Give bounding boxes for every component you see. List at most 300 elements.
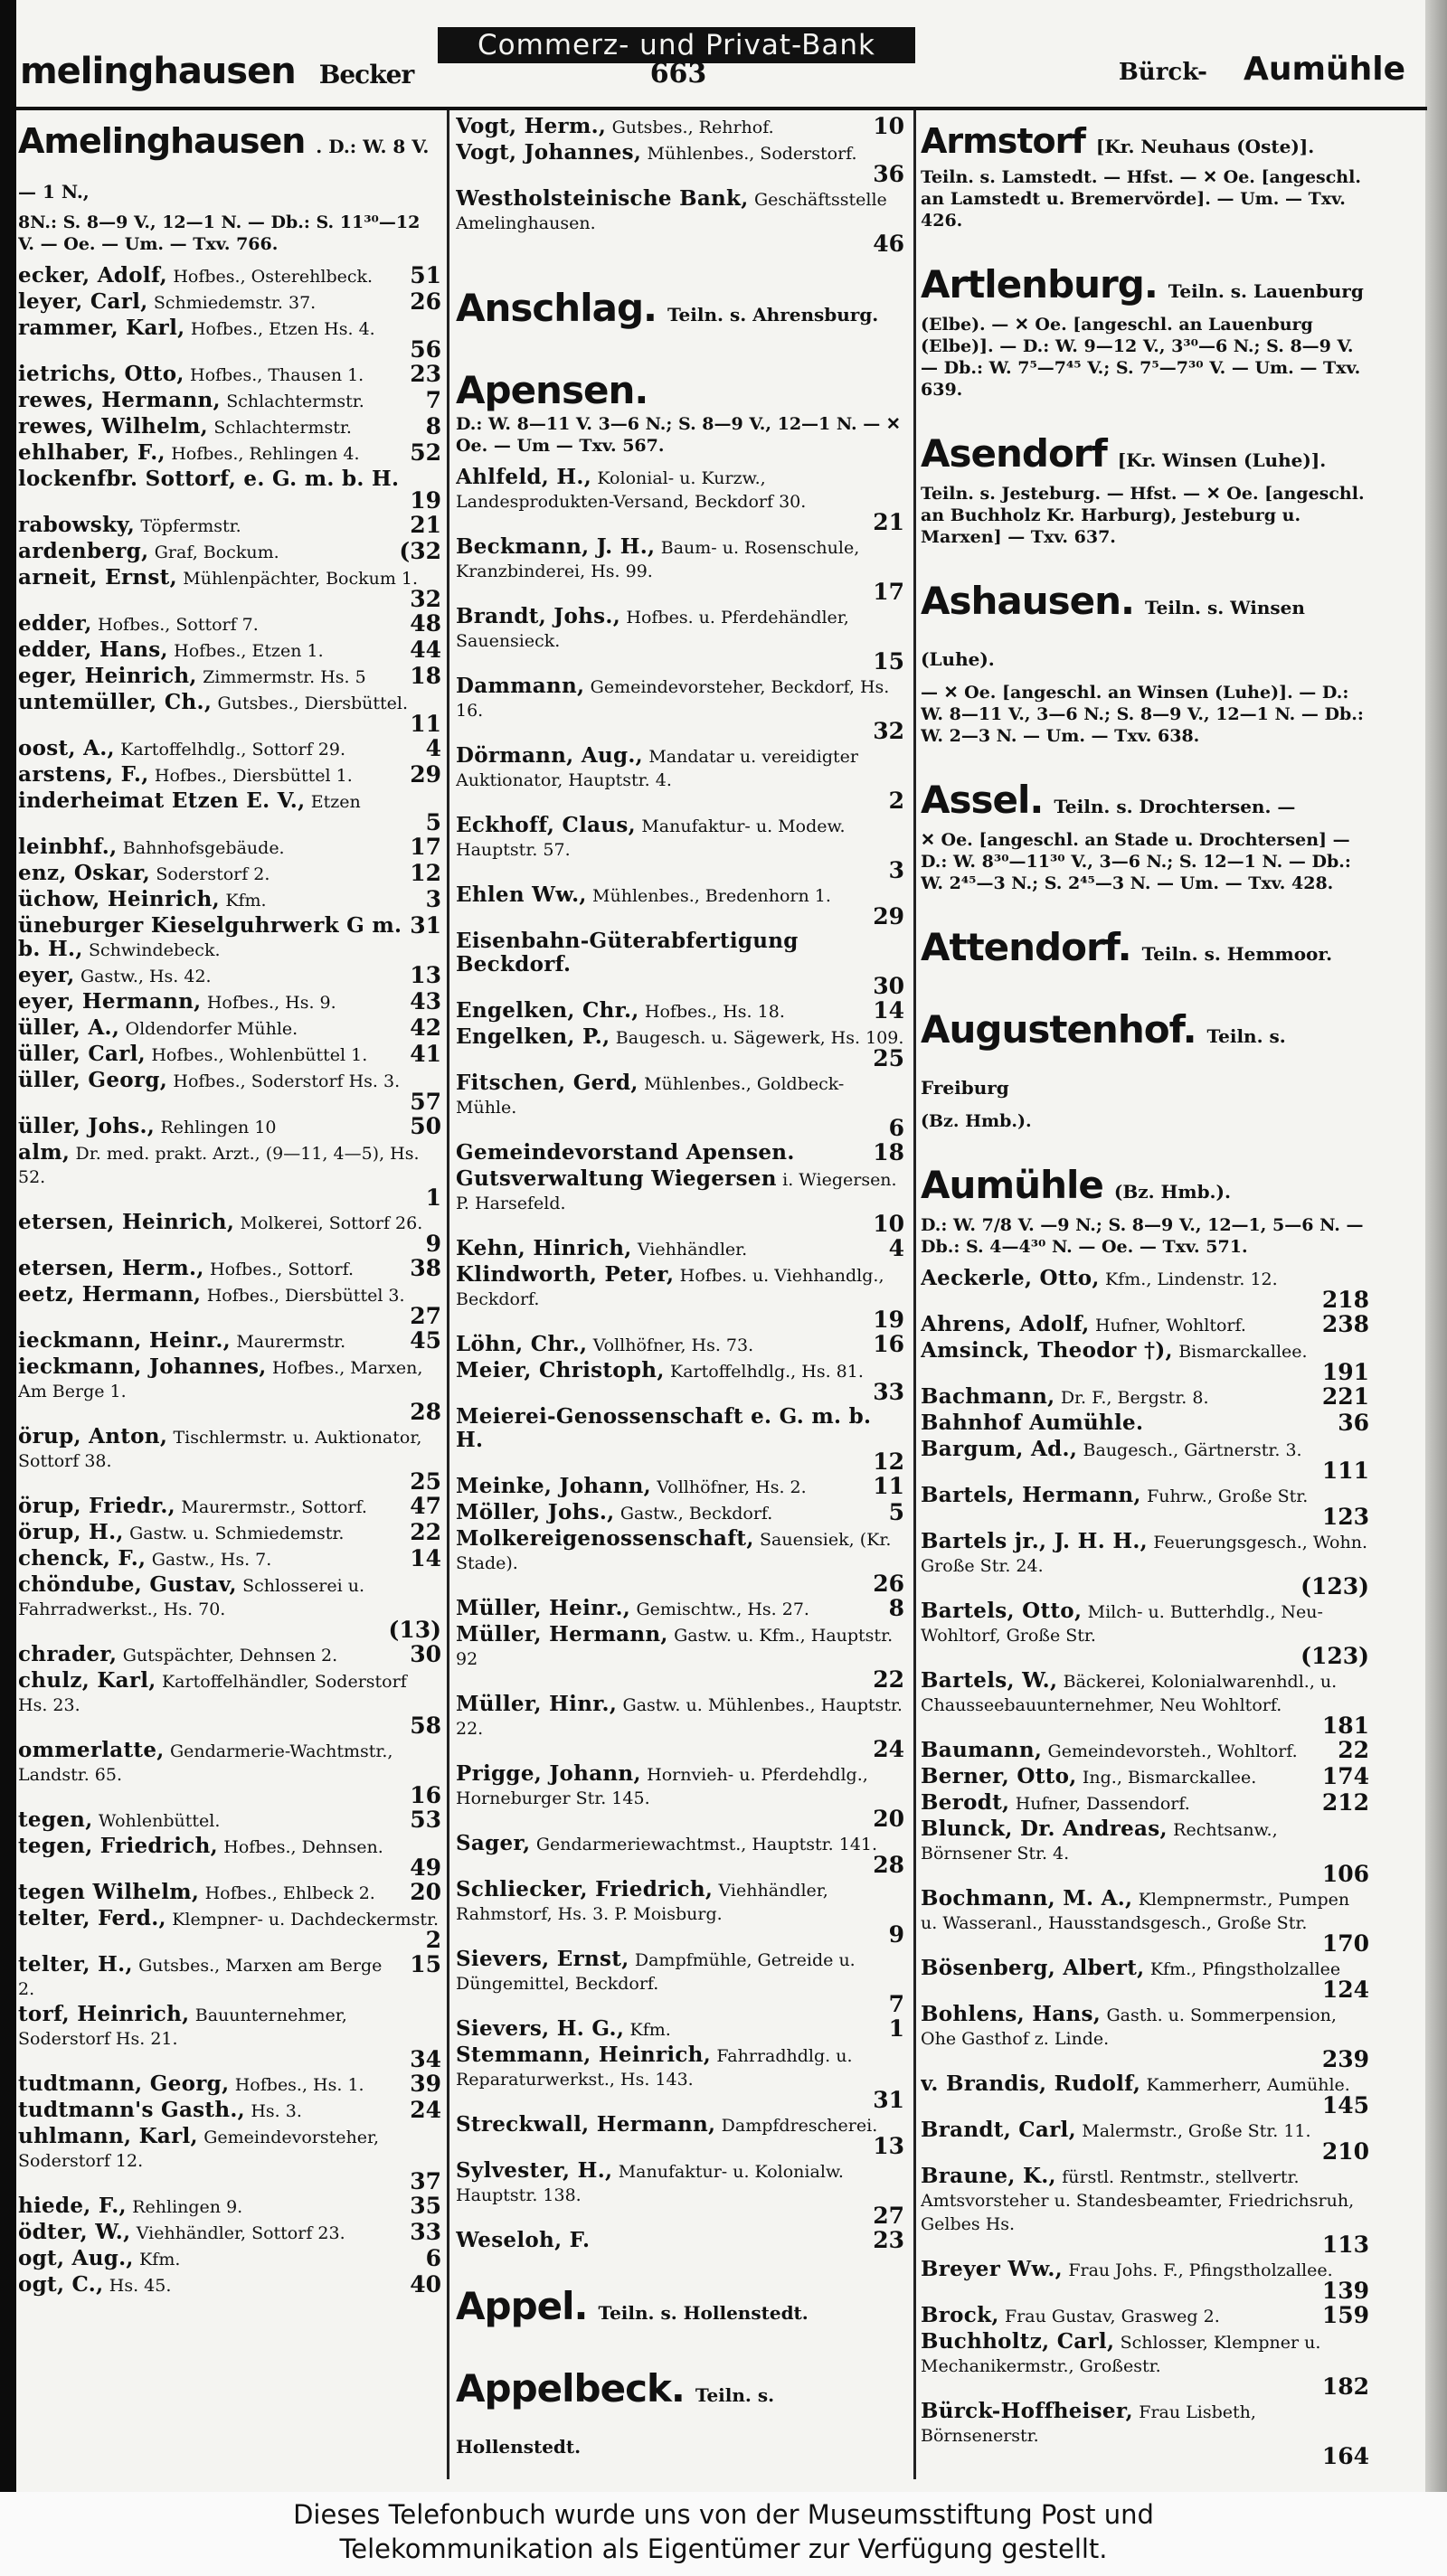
entry-description: Dr. med. prakt. Arzt., (9—11, 4—5), Hs. 52. xyxy=(18,1144,420,1187)
phone-number: (123) xyxy=(1300,1643,1369,1667)
entry-name: Berodt, xyxy=(921,1791,1010,1815)
entry-name: üller, Carl, xyxy=(18,1043,146,1066)
phone-number: 24 xyxy=(410,2099,441,2123)
entry-description: Schlosserei u. Fahrradwerkst., Hs. 70. xyxy=(18,1576,364,1619)
directory-entry xyxy=(18,964,441,988)
entry-name: Dammann, xyxy=(456,675,585,698)
phone-number: 18 xyxy=(410,665,441,689)
directory-entry xyxy=(18,1953,441,2001)
phone-number: 4 xyxy=(425,737,441,761)
phone-number: 210 xyxy=(1321,2138,1369,2163)
phone-number: 3 xyxy=(425,888,441,912)
entry-name: ecker, Adolf, xyxy=(18,264,167,288)
footer-notice xyxy=(0,2492,1447,2576)
directory-entry xyxy=(18,1257,441,1281)
phone-number: 45 xyxy=(410,1329,441,1354)
directory-entry xyxy=(18,1211,441,1255)
phone-number: 56 xyxy=(410,336,441,361)
middle-column xyxy=(456,114,904,2483)
town-name: Armstorf xyxy=(921,121,1085,161)
entry-description: Gemeindevorsteher, Soderstorf 12. xyxy=(18,2128,380,2171)
entry-description: Maurermstr. xyxy=(236,1332,346,1352)
entry-name: Müller, Hermann, xyxy=(456,1623,668,1647)
directory-entry xyxy=(456,2043,904,2111)
phone-number: 16 xyxy=(410,1782,441,1807)
town-name: Appelbeck. xyxy=(456,2366,685,2411)
entry-description: Gendarmerie-Wachtmstr., Landstr. 65. xyxy=(18,1741,393,1785)
entry-name: Vogt, Johannes, xyxy=(456,141,642,165)
entry-name: örup, Anton, xyxy=(18,1425,168,1448)
directory-entry xyxy=(921,1765,1369,1789)
directory-entry xyxy=(456,115,904,139)
directory-entry xyxy=(18,691,441,735)
entry-name: Vogt, Herm., xyxy=(456,115,607,138)
entry-description: Mandatar u. vereidigter Auktionator, Hauptstr. 4. xyxy=(456,747,858,790)
entry-description: Schwindebeck. xyxy=(89,940,221,960)
directory-entry xyxy=(921,1530,1369,1598)
phone-number: 48 xyxy=(410,612,441,637)
entry-description: Hofbes., Sottorf 7. xyxy=(98,615,259,635)
entry-name: Braune, K., xyxy=(921,2165,1056,2188)
entry-name: leinbhf., xyxy=(18,835,118,859)
directory-entry xyxy=(18,2072,441,2097)
phone-number: 43 xyxy=(410,990,441,1014)
directory-entry xyxy=(18,1425,441,1493)
phone-number: 34 xyxy=(410,2046,441,2071)
phone-number: 32 xyxy=(873,718,904,742)
entry-name: eyer, xyxy=(18,964,75,987)
directory-entry xyxy=(921,2003,1369,2071)
phone-number: 30 xyxy=(873,973,904,997)
entry-name: Bürck-Hoffheiser, xyxy=(921,2400,1133,2423)
phone-number: 11 xyxy=(873,1475,904,1499)
entry-name: rewes, Hermann, xyxy=(18,389,221,412)
phone-number: 19 xyxy=(873,1307,904,1331)
directory-entry xyxy=(18,737,441,761)
directory-entry xyxy=(921,1484,1369,1528)
entry-description: Töpfermstr. xyxy=(140,516,241,536)
town-info: . D.: W. 8 V. — 1 N., xyxy=(18,136,430,203)
directory-entry xyxy=(456,141,904,185)
directory-entry xyxy=(18,467,441,512)
entry-name: inderheimat Etzen E. V., xyxy=(18,789,306,813)
entry-name: Möller, Johs., xyxy=(456,1501,615,1524)
town-heading xyxy=(456,368,904,413)
entry-description: Hufner, Dassendorf. xyxy=(1015,1794,1190,1814)
phone-number: 17 xyxy=(410,835,441,860)
directory-entry xyxy=(18,514,441,538)
entry-description: Gasth. u. Sommerpension, Ohe Gasthof z. Linde. xyxy=(921,2005,1337,2049)
entry-name: tudtmann's Gasth., xyxy=(18,2099,245,2122)
phone-number: 49 xyxy=(410,1854,441,1879)
phone-number: 12 xyxy=(410,862,441,886)
entry-name: üchow, Heinrich, xyxy=(18,888,220,911)
town-heading xyxy=(921,925,1369,977)
entry-name: Berner, Otto, xyxy=(921,1765,1077,1788)
entry-description: Baum- u. Rosenschule, Kranzbinderei, Hs. 99. xyxy=(456,538,860,581)
directory-entry xyxy=(18,1521,441,1545)
entry-name: Bartels, Hermann, xyxy=(921,1484,1141,1507)
town-name: Amelinghausen xyxy=(18,121,306,161)
phone-number: 8 xyxy=(888,1597,904,1621)
entry-description: Tischlermstr. u. Auktionator, Sottorf 38. xyxy=(18,1428,422,1471)
phone-number: 164 xyxy=(1321,2443,1369,2467)
column-divider xyxy=(447,110,449,2479)
phone-number: 33 xyxy=(410,2221,441,2245)
entry-description: Soderstorf 2. xyxy=(156,864,270,884)
town-heading xyxy=(921,1007,1369,1110)
entry-description: Dr. F., Bergstr. 8. xyxy=(1060,1388,1209,1408)
phone-number: 182 xyxy=(1321,2373,1369,2398)
town-detail: — ✕ Oe. [angeschl. an Winsen (Luhe)]. — D.: W. 8—11 V., 3—6 N.; S. 8—9 V., 12—1 N. — Db.: W. 2—3 N. — Um. — Txv. 638. xyxy=(921,683,1364,746)
entry-description: Hofbes., Etzen 1. xyxy=(174,641,324,661)
entry-name: Engelken, P., xyxy=(456,1025,610,1049)
phone-number: 27 xyxy=(410,1303,441,1327)
phone-number: 6 xyxy=(888,1115,904,1139)
entry-description: Hofbes., Sottorf. xyxy=(210,1260,354,1279)
entry-description: Schlachtermstr. xyxy=(213,418,352,438)
entry-description: Gutsbes., Marxen am Berge 2. xyxy=(18,1956,383,1999)
directory-entry xyxy=(456,1263,904,1331)
entry-description: Manufaktur- u. Kolonialw. Hauptstr. 138. xyxy=(456,2162,844,2205)
entry-name: uhlmann, Karl, xyxy=(18,2125,198,2148)
entry-name: tudtmann, Georg, xyxy=(18,2072,230,2096)
directory-entry xyxy=(456,1501,904,1525)
entry-description: Hofbes., Hs. 18. xyxy=(644,1002,785,1022)
directory-entry xyxy=(456,2229,904,2253)
entry-description: Hofbes., Osterehlbeck. xyxy=(173,267,374,287)
directory-entry xyxy=(18,1283,441,1327)
town-info: Teiln. s. Winsen (Luhe). xyxy=(921,597,1305,670)
directory-entry xyxy=(456,1237,904,1261)
right-column xyxy=(921,114,1369,2483)
entry-name: Meier, Christoph, xyxy=(456,1359,665,1382)
entry-description: Schmiedemstr. 37. xyxy=(153,293,317,313)
entry-name: torf, Heinrich, xyxy=(18,2003,190,2026)
entry-name: Meierei-Genossenschaft e. G. m. b. H. xyxy=(456,1405,872,1452)
entry-name: Molkereigenossenschaft, xyxy=(456,1527,754,1551)
phone-number: 106 xyxy=(1321,1861,1369,1885)
entry-description: Gemeindevorsteher, Beckdorf, Hs. 16. xyxy=(456,677,890,721)
town-info: Teiln. s. Hollenstedt. xyxy=(598,2302,809,2324)
phone-number: 21 xyxy=(873,509,904,533)
town-info: Teiln. s. Hemmoor. xyxy=(1141,943,1333,965)
phone-number: 39 xyxy=(410,2072,441,2097)
directory-entry xyxy=(456,2113,904,2157)
phone-number: 10 xyxy=(873,115,904,139)
entry-description: Gemischtw., Hs. 27. xyxy=(636,1599,809,1619)
phone-number: 2 xyxy=(888,788,904,812)
entry-name: Eckhoff, Claus, xyxy=(456,814,636,837)
entry-name: Bartels jr., J. H. H., xyxy=(921,1530,1148,1553)
directory-entry xyxy=(921,1411,1369,1436)
directory-entry xyxy=(18,1115,441,1139)
directory-entry xyxy=(18,1329,441,1354)
entry-description: Gastw., Hs. 7. xyxy=(151,1550,272,1570)
entry-name: Müller, Heinr., xyxy=(456,1597,631,1620)
entry-name: rabowsky, xyxy=(18,514,135,537)
entry-name: ardenberg, xyxy=(18,540,149,563)
phone-number: 239 xyxy=(1321,2046,1369,2071)
directory-entry xyxy=(18,638,441,663)
directory-entry xyxy=(456,929,904,997)
entry-description: Schlachtermstr. xyxy=(226,392,364,411)
directory-entry xyxy=(18,990,441,1014)
entry-description: Hornvieh- u. Pferdehdlg., Horneburger Str. 145. xyxy=(456,1765,868,1808)
directory-entry xyxy=(456,1333,904,1357)
phone-number: 41 xyxy=(410,1043,441,1067)
phone-number: 40 xyxy=(410,2273,441,2298)
phone-number: 57 xyxy=(410,1089,441,1113)
entry-name: örup, Friedr., xyxy=(18,1495,175,1518)
phone-number: 13 xyxy=(410,964,441,988)
entry-name: Meinke, Johann, xyxy=(456,1475,651,1498)
phone-number: 29 xyxy=(873,903,904,928)
entry-description: Gutspächter, Dehnsen 2. xyxy=(122,1646,338,1665)
entry-name: alm, xyxy=(18,1141,71,1165)
town-heading xyxy=(921,778,1369,829)
town-name: Attendorf. xyxy=(921,925,1131,969)
directory-entry xyxy=(456,814,904,882)
entry-name: etersen, Herm., xyxy=(18,1257,204,1280)
header-left-first: melinghausen xyxy=(20,51,296,92)
entry-name: ödter, W., xyxy=(18,2221,131,2244)
entry-name: hiede, F., xyxy=(18,2194,127,2218)
entry-name: Gutsverwaltung Wiegersen xyxy=(456,1167,777,1191)
phone-number: 20 xyxy=(873,1806,904,1830)
phone-number: (123) xyxy=(1300,1573,1369,1598)
entry-description: Mühlenbes., Goldbeck-Mühle. xyxy=(456,1074,845,1118)
town-name: Asendorf xyxy=(921,431,1107,476)
town-detail: (Elbe). — ✕ Oe. [angeschl. an Lauenburg (Elbe)]. — D.: W. 9—12 V., 3³⁰—6 N.; S. 8—9 V. — Db.: W. 7⁵—7⁴⁵ V.; S. 7⁵—7³⁰ V. — Um. — Txv. 639. xyxy=(921,315,1361,400)
entry-name: chenck, F., xyxy=(18,1547,147,1571)
town-name: Anschlag. xyxy=(456,286,657,330)
directory-entry xyxy=(18,2273,441,2298)
entry-description: Bauunternehmer, Soderstorf Hs. 21. xyxy=(18,2005,347,2049)
phone-number: 44 xyxy=(410,638,441,663)
entry-description: Etzen xyxy=(310,792,361,812)
town-name: Assel. xyxy=(921,778,1044,822)
phone-number: 24 xyxy=(873,1736,904,1760)
phone-number: 52 xyxy=(410,441,441,466)
entry-name: ogt, Aug., xyxy=(18,2247,134,2270)
phone-number: 7 xyxy=(888,1991,904,2015)
phone-number: 11 xyxy=(410,711,441,735)
entry-description: Gutsbes., Diersbüttel. xyxy=(217,694,409,713)
phone-number: 58 xyxy=(410,1713,441,1737)
directory-entry xyxy=(921,1817,1369,1885)
entry-name: Bargum, Ad., xyxy=(921,1438,1078,1461)
entry-name: ehlhaber, F., xyxy=(18,441,166,465)
entry-name: üller, Johs., xyxy=(18,1115,156,1138)
directory-entry xyxy=(18,914,441,962)
entry-name: Dörmann, Aug., xyxy=(456,744,643,768)
directory-entry xyxy=(18,1835,441,1879)
phone-number: 145 xyxy=(1321,2092,1369,2117)
directory-entry xyxy=(18,1495,441,1519)
entry-name: Eisenbahn-Güterabfertigung Beckdorf. xyxy=(456,929,799,977)
phone-number: 212 xyxy=(1321,1791,1369,1816)
directory-entry xyxy=(18,1739,441,1807)
phone-number: 191 xyxy=(1321,1359,1369,1383)
page-left-edge xyxy=(0,0,16,2492)
entry-description: Gutsbes., Rehrhof. xyxy=(611,118,774,137)
directory-entry xyxy=(456,1527,904,1595)
entry-description: Kartoffelhändler, Soderstorf Hs. 23. xyxy=(18,1672,407,1715)
town-heading xyxy=(921,121,1369,166)
entry-name: chrader, xyxy=(18,1643,118,1666)
entry-description: Kfm. xyxy=(139,2250,181,2269)
entry-name: enz, Oskar, xyxy=(18,862,151,885)
entry-name: üneburger Kieselguhrwerk G m. b. H., xyxy=(18,914,402,961)
phone-number: 36 xyxy=(873,161,904,185)
entry-description: Vollhöfner, Hs. 73. xyxy=(592,1335,754,1355)
phone-number: 28 xyxy=(410,1399,441,1423)
header-left xyxy=(20,51,413,92)
entry-name: telter, H., xyxy=(18,1953,133,1977)
entry-name: arneit, Ernst, xyxy=(18,566,177,590)
phone-number: 29 xyxy=(410,763,441,788)
entry-description: Oldendorfer Mühle. xyxy=(125,1019,298,1039)
entry-description: Hufner, Wohltorf. xyxy=(1094,1316,1246,1335)
phone-number: 2 xyxy=(425,1927,441,1951)
phone-number: 7 xyxy=(425,389,441,413)
page-right-edge xyxy=(1425,0,1447,2492)
directory-entry xyxy=(921,1339,1369,1383)
phone-number: 31 xyxy=(410,914,441,939)
entry-description: Hofbes., Diersbüttel 1. xyxy=(154,766,353,786)
phone-number: 159 xyxy=(1321,2304,1369,2328)
phone-number: 9 xyxy=(425,1231,441,1255)
directory-entry xyxy=(456,1071,904,1139)
entry-description: Hofbes., Thausen 1. xyxy=(190,365,364,385)
phone-number: 37 xyxy=(410,2168,441,2193)
entry-name: leyer, Carl, xyxy=(18,290,148,314)
entry-name: Prigge, Johann, xyxy=(456,1762,641,1786)
entry-description: Klempner- u. Dachdeckermstr. xyxy=(172,1910,439,1930)
phone-number: 111 xyxy=(1321,1458,1369,1482)
phone-number: 53 xyxy=(410,1808,441,1833)
entry-description: Zimmermstr. Hs. 5 xyxy=(203,667,366,687)
directory-entry xyxy=(18,415,441,439)
entry-description: Wohlenbüttel. xyxy=(98,1811,221,1831)
directory-entry xyxy=(18,264,441,288)
town-detail: D.: W. 8—11 V. 3—6 N.; S. 8—9 V., 12—1 N. — ✕ Oe. — Um — Txv. 567. xyxy=(456,414,901,456)
directory-entry xyxy=(18,363,441,387)
town-detail: 8N.: S. 8—9 V., 12—1 N. — Db.: S. 11³⁰—12 V. — Oe. — Um. — Txv. 766. xyxy=(18,212,421,254)
entry-name: eger, Heinrich, xyxy=(18,665,197,688)
phone-number: 18 xyxy=(873,1141,904,1165)
phone-number: 47 xyxy=(410,1495,441,1519)
directory-entry xyxy=(456,466,904,533)
phone-number: 22 xyxy=(410,1521,441,1545)
entry-description: Fuhrw., Große Str. xyxy=(1147,1486,1309,1506)
entry-name: eetz, Hermann, xyxy=(18,1283,202,1307)
entry-name: Bahnhof Aumühle. xyxy=(921,1411,1144,1435)
directory-entry xyxy=(18,316,441,361)
directory-entry xyxy=(456,744,904,812)
phone-number: 124 xyxy=(1321,1977,1369,2001)
entry-name: Gemeindevorstand Apensen. xyxy=(456,1141,795,1165)
entry-description: Sauensiek, (Kr. Stade). xyxy=(456,1530,892,1573)
directory-entry xyxy=(18,566,441,610)
entry-name: chulz, Karl, xyxy=(18,1669,156,1693)
directory-entry xyxy=(456,883,904,928)
directory-entry xyxy=(18,1907,441,1951)
directory-entry xyxy=(456,2017,904,2042)
town-detail: D.: W. 7/8 V. —9 N.; S. 8—9 V., 12—1, 5—6 N. — Db.: S. 4—4³⁰ N. — Oe. — Txv. 571. xyxy=(921,1215,1364,1257)
entry-description: Schlosser, Klempner u. Mechanikermstr., Großestr. xyxy=(921,2333,1321,2376)
town-detail: ✕ Oe. [angeschl. an Stade u. Drochtersen] — D.: W. 8³⁰—11³⁰ V., 3—6 N.; S. 12—1 N. — Db.: W. 2⁴⁵—3 N.; S. 2⁴⁵—3 N. — Um. — Txv. 428. xyxy=(921,830,1351,893)
directory-entry xyxy=(921,2400,1369,2467)
directory-entry xyxy=(18,2247,441,2271)
directory-entry xyxy=(921,1267,1369,1311)
phone-number: 9 xyxy=(888,1921,904,1946)
phone-number: 23 xyxy=(873,2229,904,2253)
entry-name: arstens, F., xyxy=(18,763,149,787)
phone-number: 36 xyxy=(1338,1411,1369,1436)
entry-name: edder, Hans, xyxy=(18,638,168,662)
phone-number: 26 xyxy=(410,290,441,315)
entry-name: rammer, Karl, xyxy=(18,316,185,340)
entry-name: Amsinck, Theodor †), xyxy=(921,1339,1173,1363)
entry-description: Mühlenbes., Soderstorf. xyxy=(647,144,857,164)
entry-name: Blunck, Dr. Andreas, xyxy=(921,1817,1168,1841)
directory-entry xyxy=(456,2159,904,2227)
entry-description: Gastw. u. Mühlenbes., Hauptstr. 22. xyxy=(456,1695,903,1739)
directory-entry xyxy=(18,2125,441,2193)
directory-entry xyxy=(921,2304,1369,2328)
directory-entry xyxy=(456,1167,904,1235)
directory-entry xyxy=(921,1599,1369,1667)
phone-number: 38 xyxy=(410,1257,441,1281)
phone-number: 14 xyxy=(410,1547,441,1571)
phone-number: 21 xyxy=(410,514,441,538)
entry-name: Beckmann, J. H., xyxy=(456,535,656,559)
directory-entry xyxy=(456,1948,904,2015)
directory-entry xyxy=(18,665,441,689)
entry-name: ieckmann, Johannes, xyxy=(18,1355,267,1379)
town-info: [Kr. Winsen (Luhe)]. xyxy=(1117,449,1327,471)
town-heading xyxy=(456,286,904,337)
entry-description: Kfm. xyxy=(629,2020,671,2040)
entry-name: Breyer Ww., xyxy=(921,2258,1063,2281)
entry-name: Buchholtz, Carl, xyxy=(921,2330,1115,2354)
entry-description: Hofbes., Soderstorf Hs. 3. xyxy=(173,1071,401,1091)
directory-entry xyxy=(921,1385,1369,1410)
town-info: Teiln. s. Lauenburg xyxy=(1168,280,1364,302)
phone-number: 22 xyxy=(1338,1739,1369,1763)
phone-number: 170 xyxy=(1321,1930,1369,1955)
phone-number: 16 xyxy=(873,1333,904,1357)
town-detail: (Bz. Hmb.). xyxy=(921,1111,1032,1131)
entry-name: Schliecker, Friedrich, xyxy=(456,1878,714,1901)
entry-description: Frau Gustav, Grasweg 2. xyxy=(1005,2307,1220,2326)
entry-description: Hofbes., Ehlbeck 2. xyxy=(204,1883,375,1903)
phone-number: 12 xyxy=(873,1448,904,1473)
phone-number: 28 xyxy=(873,1852,904,1876)
entry-name: Baumann, xyxy=(921,1739,1043,1762)
directory-entry xyxy=(921,1887,1369,1955)
town-heading xyxy=(18,121,441,212)
entry-name: v. Brandis, Rudolf, xyxy=(921,2072,1141,2096)
phone-number: 3 xyxy=(888,857,904,882)
directory-entry xyxy=(18,1573,441,1641)
directory-entry xyxy=(921,2072,1369,2117)
entry-description: Baugesch. u. Sägewerk, Hs. 109. xyxy=(615,1028,904,1048)
left-entry-list xyxy=(18,264,441,2298)
directory-entry xyxy=(456,1475,904,1499)
